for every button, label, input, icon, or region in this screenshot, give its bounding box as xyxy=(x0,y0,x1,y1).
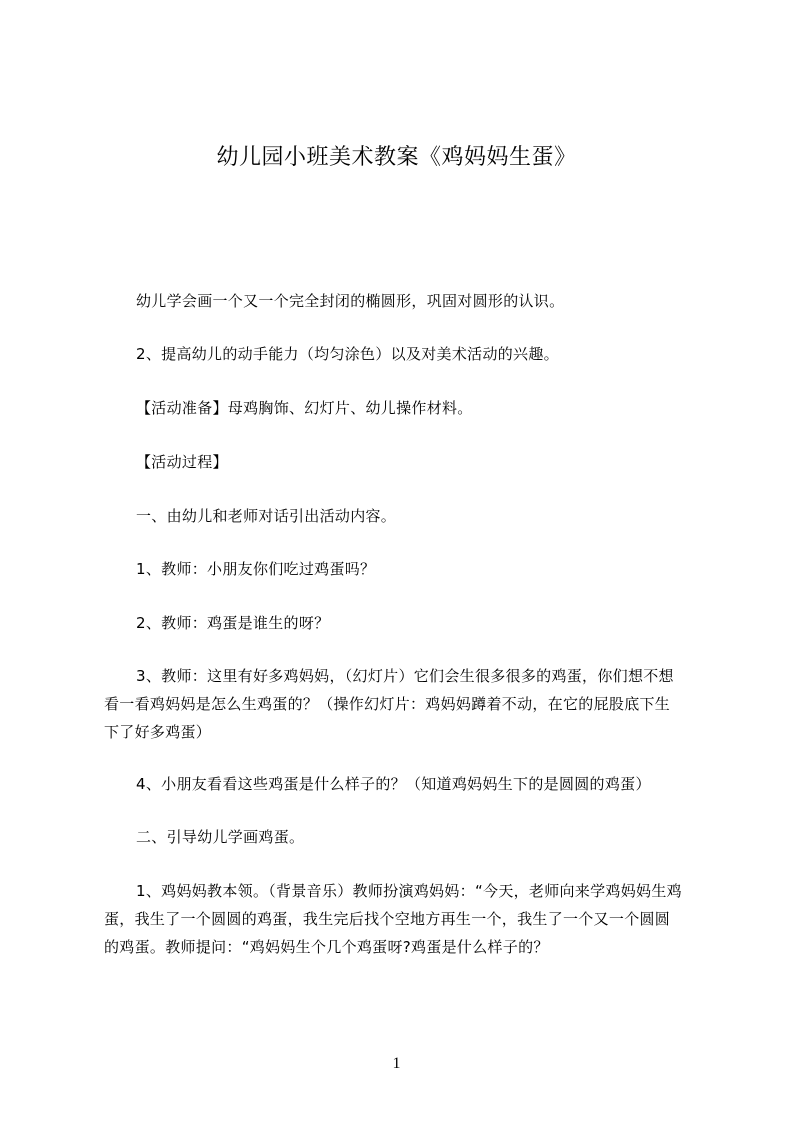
paragraph-line: 看一看鸡妈妈是怎么生鸡蛋的？（操作幻灯片：鸡妈妈蹲着不动，在它的屁股底下生 xyxy=(104,695,671,713)
paragraph-question-4: 4、小朋友看看这些鸡蛋是什么样子的？（知道鸡妈妈生下的是圆圆的鸡蛋） xyxy=(136,775,651,793)
section-heading-part-two: 二、引导幼儿学画鸡蛋。 xyxy=(136,828,305,846)
paragraph-question-3 xyxy=(104,662,704,746)
paragraph-question-1: 1、教师：小朋友你们吃过鸡蛋吗？ xyxy=(136,560,376,578)
page-title: 幼儿园小班美术教案《鸡妈妈生蛋》 xyxy=(216,145,577,170)
section-heading-part-one: 一、由幼儿和老师对话引出活动内容。 xyxy=(136,507,397,525)
page-number: 1 xyxy=(392,1055,401,1072)
paragraph-line: 蛋，我生了一个圆圆的鸡蛋，我生完后找个空地方再生一个，我生了一个又一个圆圆 xyxy=(104,910,671,928)
paragraph-teaching-step-1 xyxy=(104,877,704,961)
paragraph-goal-1: 幼儿学会画一个又一个完全封闭的椭圆形，巩固对圆形的认识。 xyxy=(136,292,565,310)
paragraph-line: 3、教师：这里有好多鸡妈妈，（幻灯片）它们会生很多很多的鸡蛋，你们想不想 xyxy=(136,667,674,685)
paragraph-line: 的鸡蛋。教师提问：“鸡妈妈生个几个鸡蛋呀?鸡蛋是什么样子的？ xyxy=(104,938,549,956)
paragraph-line: 下了好多鸡蛋） xyxy=(104,723,212,741)
paragraph-preparation: 【活动准备】母鸡胸饰、幻灯片、幼儿操作材料。 xyxy=(136,399,473,417)
paragraph-goal-2: 2、提高幼儿的动手能力（均匀涂色）以及对美术活动的兴趣。 xyxy=(136,345,559,363)
section-heading-process: 【活动过程】 xyxy=(136,453,228,471)
paragraph-line: 1、鸡妈妈教本领。（背景音乐）教师扮演鸡妈妈：“今天，老师向来学鸡妈妈生鸡 xyxy=(136,882,682,900)
paragraph-question-2: 2、教师：鸡蛋是谁生的呀？ xyxy=(136,614,330,632)
